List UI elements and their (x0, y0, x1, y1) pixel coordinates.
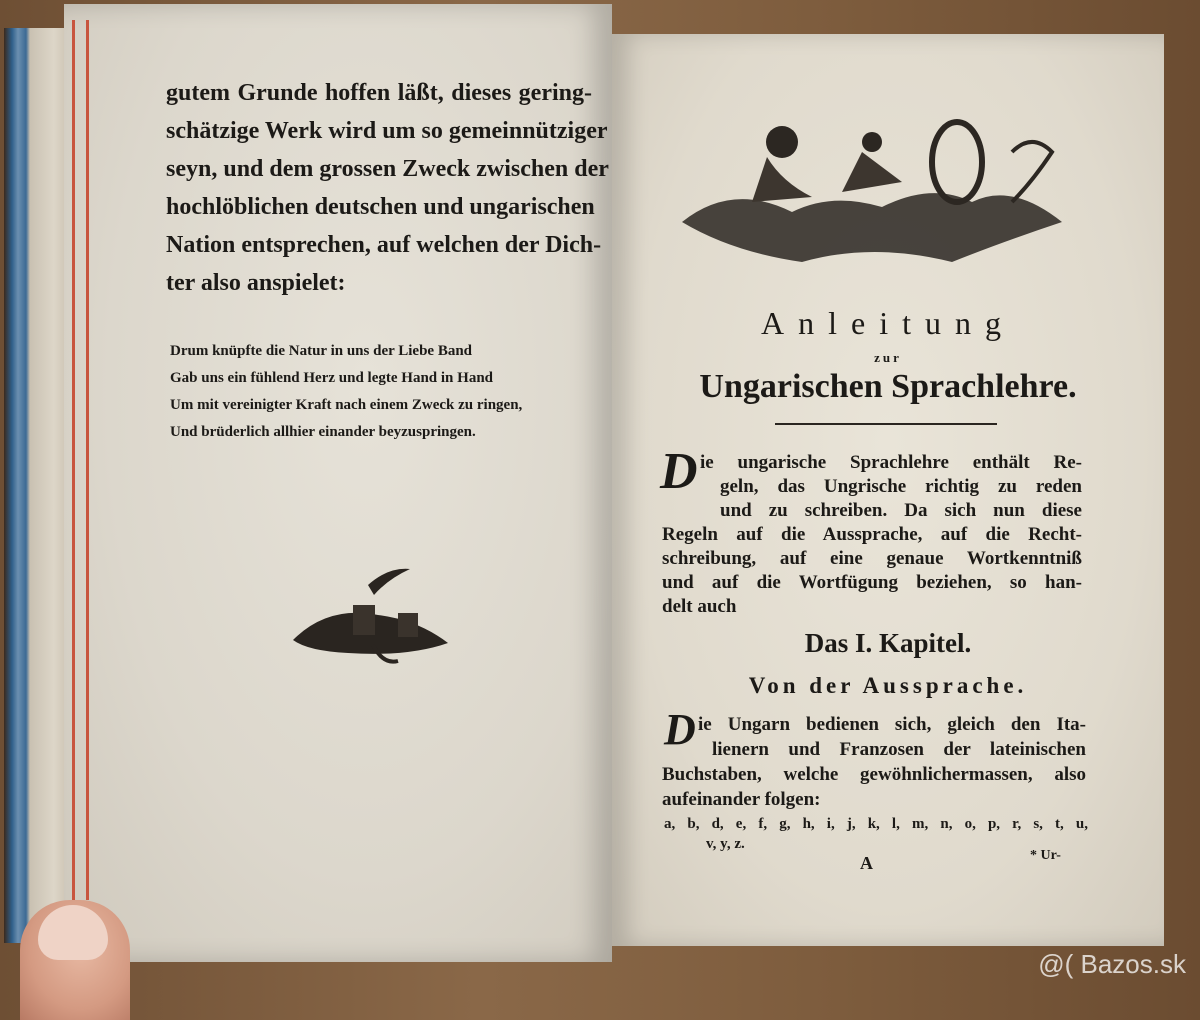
verse-line: Und brüderlich allhier einander beyzuspringen. (170, 424, 476, 440)
title-zur: zur (874, 350, 902, 365)
inkwell-vignette-ornament (288, 565, 453, 670)
signature-mark: A (860, 853, 873, 873)
red-page-edge (86, 20, 89, 900)
text-line: gutem Grunde hoffen läßt, dieses gering- (166, 80, 592, 106)
text-line: Buchstaben, welche gewöhnlichermassen, also (662, 764, 1086, 785)
catchword: * Ur- (1030, 848, 1061, 863)
alphabet-line: a, b, d, e, f, g, h, i, j, k, l, m, n, o, p, r, s, t, u, (664, 816, 1088, 832)
title-rule (775, 423, 997, 425)
text-line: ter also anspielet: (166, 270, 346, 296)
verse-line: Drum knüpfte die Natur in uns der Liebe Band (170, 343, 473, 359)
text-line: ie ungarische Sprachlehre enthält Re- (700, 452, 1082, 473)
drop-cap: D (660, 443, 698, 500)
cherub-vignette-ornament (672, 112, 1067, 272)
verse-line: Gab uns ein fühlend Herz und legte Hand in Hand (170, 370, 493, 386)
chapter-subtitle: Von der Aussprache. (748, 673, 1028, 698)
text-line: Nation entsprechen, auf welchen der Dich- (166, 232, 602, 258)
chapter-heading: Das I. Kapitel. (804, 628, 972, 658)
drop-cap: D (664, 705, 696, 754)
text-line: delt auch (662, 596, 737, 617)
title-anleitung: Anleitung (761, 305, 1015, 341)
text-line: aufeinander folgen: (662, 789, 821, 810)
red-page-edge (72, 20, 75, 900)
title-main: Ungarischen Sprachlehre. (699, 368, 1077, 405)
text-line: schätzige Werk wird um so gemeinnütziger (166, 118, 608, 144)
text-line: und auf die Wortfügung beziehen, so han- (662, 572, 1082, 593)
verse-line: Um mit vereinigter Kraft nach einem Zweck zu ringen, (170, 397, 523, 413)
text-line: lienern und Franzosen der lateinischen (712, 739, 1086, 760)
watermark: @( Bazos.sk (1038, 949, 1186, 979)
text-line: ie Ungarn bedienen sich, gleich den Ita- (698, 714, 1086, 735)
left-page (64, 4, 612, 962)
text-line: geln, das Ungrische richtig zu reden (720, 476, 1082, 497)
alphabet-line: v, y, z. (706, 836, 745, 852)
text-line: seyn, und dem grossen Zweck zwischen der (166, 156, 609, 182)
text-line: schreibung, auf eine genaue Wortkenntniß (662, 548, 1082, 569)
text-line: und zu schreiben. Da sich nun diese (720, 500, 1082, 521)
text-line: hochlöblichen deutschen und ungarischen (166, 194, 595, 220)
text-line: Regeln auf die Aussprache, auf die Recht- (662, 524, 1082, 545)
